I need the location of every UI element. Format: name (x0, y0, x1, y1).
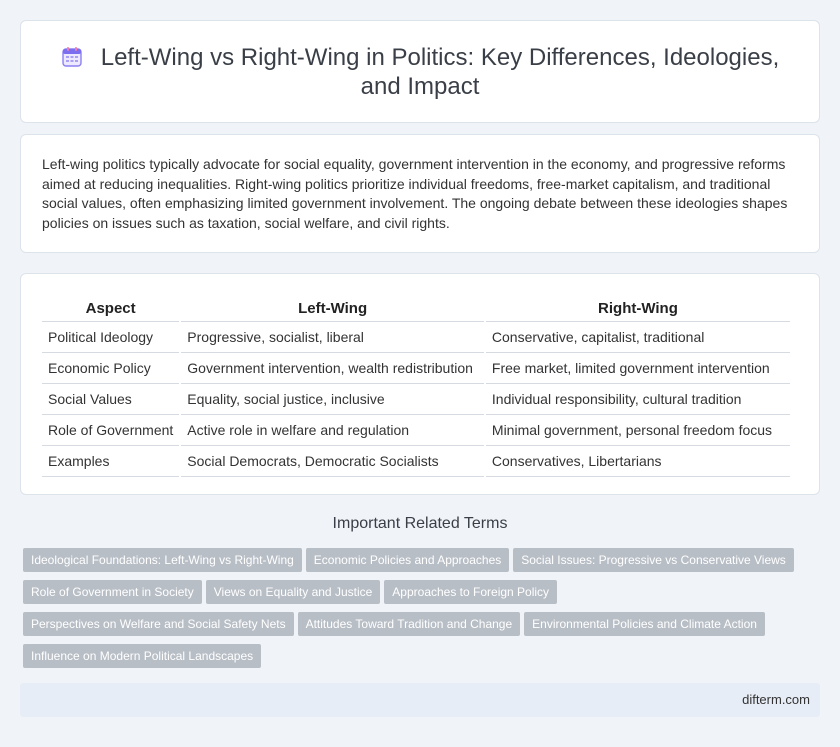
table-row (42, 415, 790, 446)
row-left-wing: Progressive, socialist, liberal (180, 322, 485, 353)
header-aspect: Aspect (42, 297, 180, 322)
page-title (21, 43, 819, 101)
calendar-icon (61, 46, 83, 68)
row-right-wing: Conservative, capitalist, traditional (485, 322, 790, 353)
row-left-wing: Government intervention, wealth redistribution (180, 353, 485, 384)
table-header-row (42, 297, 790, 322)
comparison-card (20, 273, 820, 495)
related-term-tag[interactable]: Ideological Foundations: Left-Wing vs Right-Wing (23, 548, 302, 572)
row-right-wing: Minimal government, personal freedom focus (485, 415, 790, 446)
related-term-tag[interactable]: Views on Equality and Justice (206, 580, 381, 604)
related-term-tag[interactable]: Economic Policies and Approaches (306, 548, 509, 572)
row-aspect: Examples (42, 446, 180, 477)
row-left-wing: Active role in welfare and regulation (180, 415, 485, 446)
related-terms-list (23, 548, 813, 676)
comparison-table (42, 297, 790, 477)
table-row (42, 384, 790, 415)
related-term-tag[interactable]: Perspectives on Welfare and Social Safety Nets (23, 612, 294, 636)
footer-bar (20, 683, 820, 717)
header-right-wing: Right-Wing (485, 297, 790, 322)
table-row (42, 322, 790, 353)
header-card (20, 20, 820, 123)
related-term-tag[interactable]: Approaches to Foreign Policy (384, 580, 557, 604)
intro-paragraph: Left-wing politics typically advocate for social equality, government intervention in the economy, and progressive reforms aimed at reducing inequalities. Right-wing politics prioritize individual freedoms, free-market capitalism, and traditional social values, often emphasizing limited government involvement. The ongoing debate between these ideologies shapes policies on issues such as taxation, social welfare, and civil rights. (42, 156, 788, 231)
table-row (42, 446, 790, 477)
related-term-tag[interactable]: Role of Government in Society (23, 580, 202, 604)
table-row (42, 353, 790, 384)
related-term-tag[interactable]: Influence on Modern Political Landscapes (23, 644, 261, 668)
row-aspect: Economic Policy (42, 353, 180, 384)
row-aspect: Role of Government (42, 415, 180, 446)
title-line-2: and Impact (360, 73, 480, 100)
row-right-wing: Individual responsibility, cultural tradition (485, 384, 790, 415)
site-link[interactable]: difterm.com (742, 692, 810, 707)
related-term-tag[interactable]: Environmental Policies and Climate Action (524, 612, 765, 636)
header-left-wing: Left-Wing (180, 297, 485, 322)
related-terms-title: Important Related Terms (332, 515, 508, 532)
related-term-tag[interactable]: Attitudes Toward Tradition and Change (298, 612, 521, 636)
row-right-wing: Free market, limited government intervention (485, 353, 790, 384)
row-aspect: Social Values (42, 384, 180, 415)
row-aspect: Political Ideology (42, 322, 180, 353)
row-left-wing: Equality, social justice, inclusive (180, 384, 485, 415)
related-term-tag[interactable]: Social Issues: Progressive vs Conservative Views (513, 548, 794, 572)
title-line-1: Left-Wing vs Right-Wing in Politics: Key Differences, Ideologies, (100, 44, 780, 71)
intro-card (20, 134, 820, 253)
row-left-wing: Social Democrats, Democratic Socialists (180, 446, 485, 477)
row-right-wing: Conservatives, Libertarians (485, 446, 790, 477)
